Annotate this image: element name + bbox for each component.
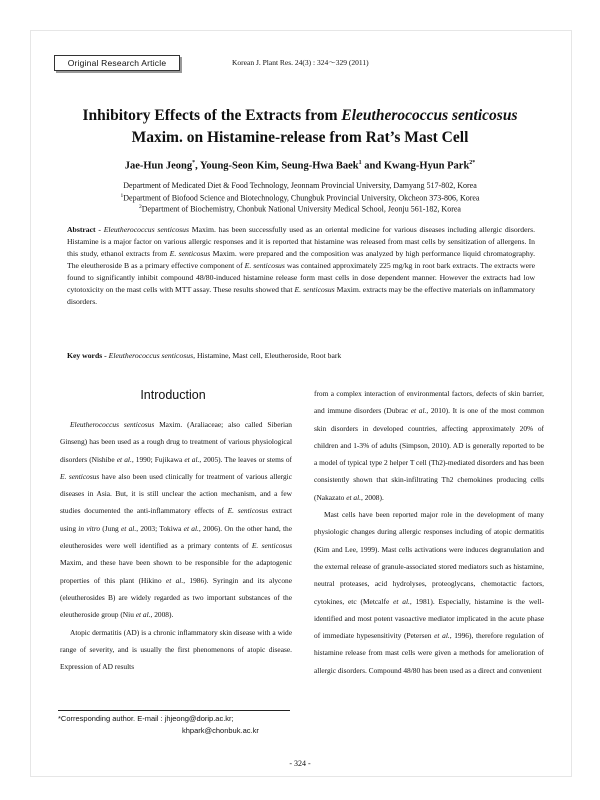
author-1-mark: * (192, 160, 196, 166)
abstract-species-4: E. senticosus (294, 285, 335, 294)
body-column-left (60, 416, 292, 675)
footnote-line-1: *Corresponding author. E-mail : jhjeong@dorip.ac.kr; (58, 714, 234, 723)
page-number: - 324 - (289, 759, 311, 768)
author-2-3: , Young-Seon Kim, Seung-Hwa Baek (195, 160, 359, 172)
italic-run: et al. (121, 523, 137, 533)
text-run: , 2008). (150, 610, 174, 620)
journal-citation: Korean J. Plant Res. 24(3) : 324～329 (2011) (232, 58, 369, 67)
title-line1-text: Inhibitory Effects of the Extracts from (82, 107, 342, 124)
italic-run: et al. (393, 596, 410, 606)
text-run: , 2006). On the other hand, the eleutherosides were well identified as a primary contents of (60, 523, 292, 551)
text-run: , 2010). It is one of the most common skin disorders in developed countries, affecting approximately 20% of children and 1-3% of adults (Simpson, 2010). AD is generally reported to be a model of typical type 2 helper T cell (Th2)-mediated disorders and has been consistently shown that skin-infiltrating Th2 chemokines producing cells (Nakazato (314, 406, 544, 502)
keywords (67, 351, 537, 360)
affiliation-1-mark: 1 (120, 193, 124, 199)
article-title (40, 105, 560, 149)
keyword-species: Eleutherococcus senticosus (108, 351, 194, 360)
author-list (40, 160, 560, 172)
affiliation-2 (40, 202, 560, 215)
intro-paragraph-1 (60, 416, 292, 624)
italic-run: et al. (346, 492, 361, 502)
affiliation-0: Department of Medicated Diet & Food Technology, Jeonnam Provincial University, Damyang 517-802, Korea (123, 181, 477, 190)
abstract-text-4: Maxim. extracts may be the effective materials on inflammatory disorders. (67, 285, 535, 306)
abstract-species-1: Eleutherococcus senticosus (103, 225, 189, 234)
title-species: Eleutherococcus senticosus (341, 107, 518, 124)
italic-run: et al. (135, 610, 151, 620)
article-type-badge: Original Research Article (54, 55, 180, 71)
abstract-text-2: Maxim. were prepared and the composition was analyzed by high performance liquid chromatography. The eleutheroside B as a primary effective component of (67, 249, 535, 270)
italic-run: et al. (434, 631, 450, 641)
title-line2-text: Maxim. on Histamine-release from Rat’s Mast Cell (131, 129, 469, 146)
abstract-species-3: E. senticosus (244, 261, 285, 270)
italic-run: et al. (165, 575, 184, 585)
text-run: , 2005). The leaves or stems of (199, 454, 292, 464)
keywords-label: Key words - (67, 351, 109, 360)
text-run: from a complex interaction of environmental factors, defects of skin barrier, and immune disorders (Dubrac (314, 389, 544, 416)
text-run: Atopic dermatitis (AD) is a chronic inflammatory skin disease with a wide range of severity, and is usually the first phenomenons of atopic disease. Expression of AD results (60, 627, 292, 672)
italic-run: in vitro (78, 523, 101, 533)
author-3-mark: 1 (358, 160, 362, 166)
affiliation-2-mark: 2 (139, 204, 142, 210)
body-column-right (314, 385, 544, 679)
footnote-rule (58, 710, 290, 711)
text-run: extract using (60, 506, 293, 533)
abstract-label: Abstract - (67, 225, 104, 234)
text-run: (Jung (100, 523, 121, 533)
intro-paragraph-4 (314, 506, 544, 679)
text-run: Maxim. (Araliaceae; also called Siberian Ginseng) has been used as a rough drug to treatment of various physiological disorders (Nishibe (60, 420, 292, 464)
affiliation-2-text: Department of Biochemistry, Chonbuk National University Medical School, Jeonju 561-182, Korea (141, 204, 461, 214)
text-run: , 1986). Syringin and its alycone (eleutherosides B) are widely regarded as two important substances of the eleutheroside group (Niu (60, 575, 292, 620)
intro-paragraph-3 (314, 385, 544, 506)
italic-run: E. senticosus (251, 541, 292, 551)
abstract-text-1: Maxim. has been successfully used as an oriental medicine for various diseases including allergic disorders. Histamine is a major factor on various allergic responses and it is reported that histamine was released from mast cells by sensitization of allergens. In this study, ethanol extracts from (67, 225, 536, 258)
author-4: and Kwang-Hyun Park (361, 160, 470, 172)
abstract (67, 224, 535, 308)
intro-paragraph-2 (60, 624, 292, 676)
text-run: , 1996), therefore regulation of histamine release from mast cells were given a methods for amelioration of allergic disorders. Compound 48/80 has been used as a direct and convenient (314, 631, 545, 675)
text-run: Mast cells have been reported major role in the development of many physiologic changes during allergic responses including of atopic dermatitis (Kim and Lee, 1999). Mast cells activations were induces degranulation and the external release of granule-associated stored mediators such as histamine, neutral proteases, acid hydrolyses, proteoglycans, chemotactic factors, cytokines, etc (Metcalfe (314, 510, 544, 606)
keywords-rest: , Histamine, Mast cell, Eleutheroside, Root bark (193, 351, 342, 360)
affiliation-1-text: Department of Biofood Science and Biotechnology, Chungbuk Provincial University, Okcheon 373-806, Korea (123, 193, 480, 203)
text-run: , 2008). (361, 492, 384, 502)
italic-run: et al. (184, 454, 200, 464)
text-run: have also been used clinically for treatment of various allergic diseases in Asia. But, it is still unclear the action mechanism, and a few studies documented the anti-inflammatory effects of (60, 471, 293, 516)
text-run: , 1981). Especially, histamine is the well-identified and most potent vasoactive mediator implicated in the acute phase of immediate hypesensitivity (Petersen (314, 596, 545, 641)
italic-run: Eleutherococcus senticosus (70, 420, 155, 429)
italic-run: et al. (116, 454, 132, 464)
abstract-species-2: E. senticosus (169, 249, 211, 258)
footnote-line-2: khpark@chonbuk.ac.kr (182, 726, 259, 735)
italic-run: E. senticosus (227, 506, 269, 516)
corresponding-author-footnote (58, 713, 290, 737)
text-run: , 1990; Fujikawa (131, 454, 185, 464)
section-heading-introduction: Introduction (140, 388, 206, 402)
author-1: Jae-Hun Jeong (124, 160, 193, 172)
italic-run: et al. (410, 406, 427, 416)
author-4-mark: 2* (469, 160, 476, 166)
italic-run: E. senticosus (60, 471, 100, 481)
text-run: Maxim, and these have been shown to be responsible for the adaptogenic properties of this plant (Hikino (60, 558, 292, 585)
italic-run: et al. (183, 523, 199, 533)
abstract-text-3: was contained approximately 225 mg/kg in root bark extracts. The extracts were found to significantly inhibit compound 48/80-induced histamine release form mast cells in dose dependent manner. However the extracts had low cytotoxicity on the mast cells with MTT assay. These results showed that (67, 261, 535, 294)
text-run: , 2003; Tokiwa (136, 523, 184, 533)
